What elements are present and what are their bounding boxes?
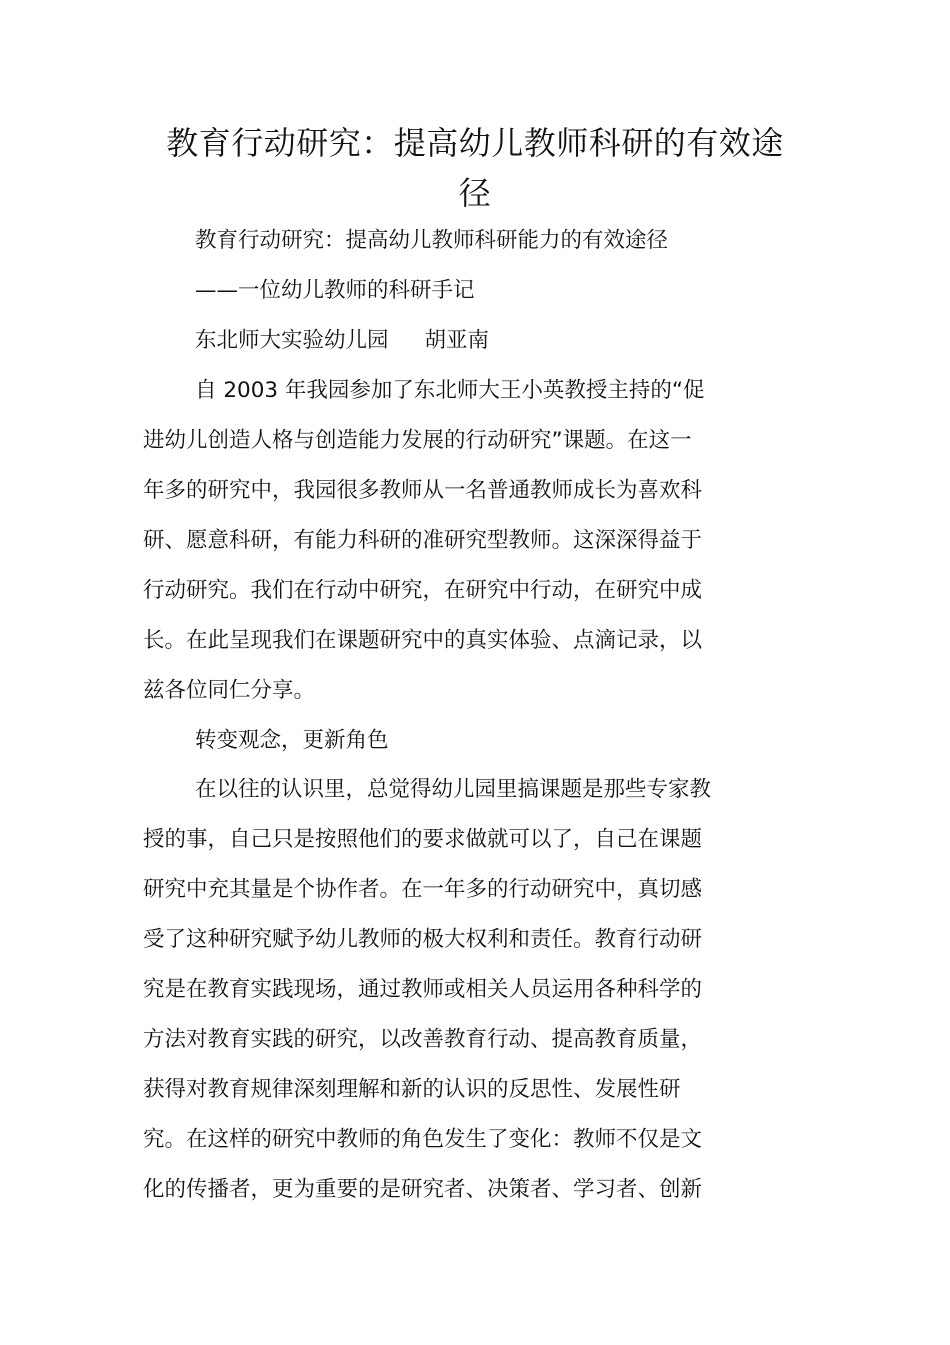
document-title bbox=[140, 118, 810, 218]
paragraph-line: 兹各位同仁分享。 bbox=[143, 678, 316, 703]
title-line: 教育行动研究：提高幼儿教师科研的有效途 bbox=[166, 124, 784, 162]
paragraph-line: 行动研究。我们在行动中研究，在研究中行动，在研究中成 bbox=[143, 578, 703, 603]
paragraph-line: 化的传播者，更为重要的是研究者、决策者、学习者、创新 bbox=[143, 1177, 703, 1202]
paragraph-line: 授的事，自己只是按照他们的要求做就可以了，自己在课题 bbox=[143, 827, 703, 852]
subtitle-secondary: ——一位幼儿教师的科研手记 bbox=[195, 278, 475, 303]
paragraph-line: 研、愿意科研，有能力科研的准研究型教师。这深深得益于 bbox=[143, 528, 703, 553]
paragraph-line: 长。在此呈现我们在课题研究中的真实体验、点滴记录，以 bbox=[143, 628, 703, 653]
paragraph-line: 自 2003 年我园参加了东北师大王小英教授主持的“促 bbox=[195, 378, 705, 403]
title-line: 径 bbox=[458, 174, 492, 212]
paragraph-line: 进幼儿创造人格与创造能力发展的行动研究”课题。在这一 bbox=[143, 428, 692, 453]
author-line bbox=[195, 326, 835, 356]
affiliation: 东北师大实验幼儿园 bbox=[195, 328, 389, 353]
author-name: 胡亚南 bbox=[424, 328, 490, 353]
section-heading: 转变观念，更新角色 bbox=[195, 728, 389, 753]
paragraph-line: 究是在教育实践现场，通过教师或相关人员运用各种科学的 bbox=[143, 977, 703, 1002]
paragraph-line: 究。在这样的研究中教师的角色发生了变化：教师不仅是文 bbox=[143, 1127, 703, 1152]
paragraph-line: 方法对教育实践的研究，以改善教育行动、提高教育质量， bbox=[143, 1027, 703, 1052]
subtitle: 教育行动研究：提高幼儿教师科研能力的有效途径 bbox=[195, 228, 669, 253]
paragraph-line: 研究中充其量是个协作者。在一年多的行动研究中，真切感 bbox=[143, 877, 703, 902]
paragraph-line: 在以往的认识里，总觉得幼儿园里搞课题是那些专家教 bbox=[195, 777, 712, 802]
paragraph-line: 获得对教育规律深刻理解和新的认识的反思性、发展性研 bbox=[143, 1077, 681, 1102]
paragraph-line: 受了这种研究赋予幼儿教师的极大权利和责任。教育行动研 bbox=[143, 927, 703, 952]
paragraph-line: 年多的研究中，我园很多教师从一名普通教师成长为喜欢科 bbox=[143, 478, 703, 503]
